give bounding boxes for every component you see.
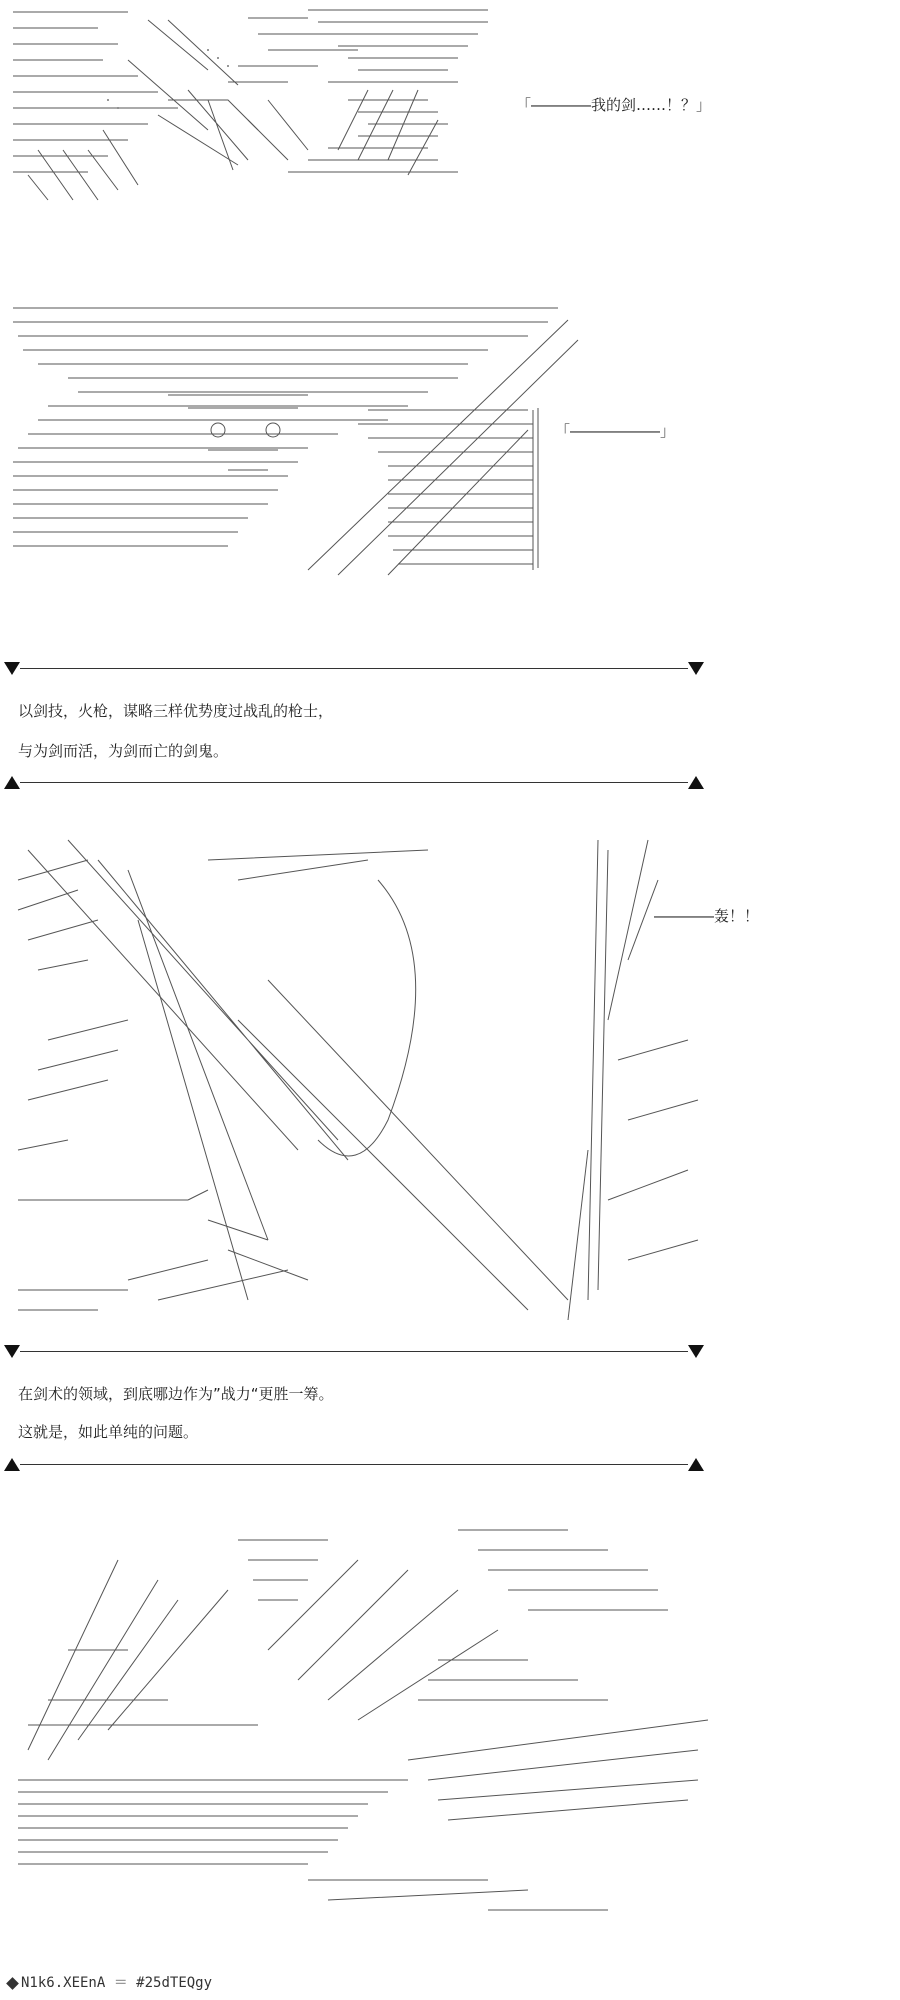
narration-line: 与为剑而活，为剑而亡的剑鬼。 [18, 742, 229, 760]
narration-line: 这就是，如此单纯的问题。 [18, 1423, 199, 1441]
post-id: #25dTEQgy [136, 1975, 213, 1991]
narration-divider-bottom [4, 775, 704, 791]
ascii-art-slash-strike-scene [8, 820, 708, 1320]
diamond-icon [6, 1977, 19, 1990]
narration-line: 在剑术的领域，到底哪边作为”战力“更胜一筹。 [18, 1385, 334, 1403]
post-signature [8, 1972, 212, 1992]
triangle-up-icon [4, 1458, 20, 1471]
art-panel-4 [8, 1500, 708, 1940]
triangle-up-icon [688, 776, 704, 789]
triangle-down-icon [4, 1345, 20, 1358]
divider-line [20, 782, 688, 783]
divider-line [20, 1464, 688, 1465]
ascii-art-blade-clash-scene [8, 300, 708, 620]
divider-line [20, 668, 688, 669]
triangle-up-icon [4, 776, 20, 789]
separator: ＝ [113, 1975, 128, 1991]
narration-divider-bottom [4, 1457, 704, 1473]
triangle-down-icon [4, 662, 20, 675]
ascii-art-wind-streaks-scene [8, 1500, 708, 1940]
triangle-down-icon [688, 662, 704, 675]
speech-line: 「――――――」 [555, 422, 676, 440]
trip-code: N1k6.XEEnA [21, 1975, 106, 1991]
narration-divider-top [4, 661, 704, 677]
art-panel-2 [8, 300, 708, 620]
art-panel-3 [8, 820, 760, 1320]
sound-effect: ――――轰！！ [654, 907, 760, 925]
ascii-art-swordsman-scene [8, 0, 708, 250]
narration-line: 以剑技，火枪，谋略三样优势度过战乱的枪士， [18, 702, 334, 720]
art-panel-1 [8, 0, 712, 250]
triangle-up-icon [688, 1458, 704, 1471]
triangle-down-icon [688, 1345, 704, 1358]
speech-line: 「――――我的剑……！？」 [516, 96, 712, 114]
narration-divider-top [4, 1344, 704, 1360]
divider-line [20, 1351, 688, 1352]
